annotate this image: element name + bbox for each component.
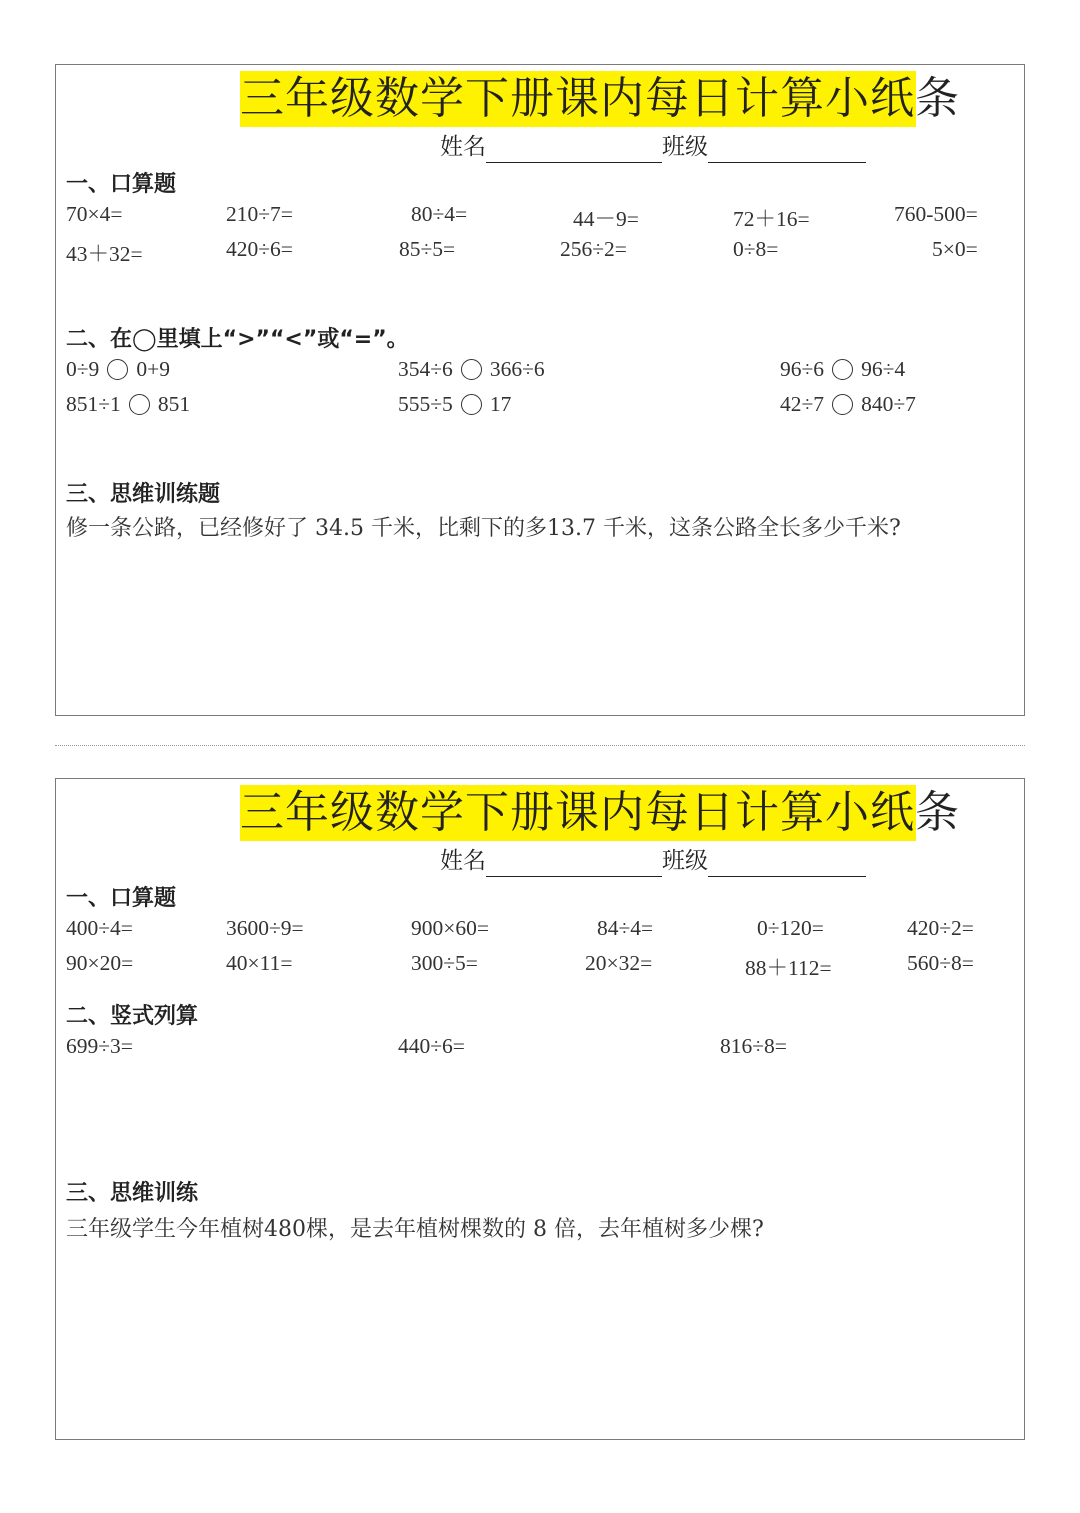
compare-item [780, 357, 905, 382]
worksheet-card-1 [55, 64, 1025, 716]
math-item: 40×11= [226, 951, 293, 975]
compare-right: 851 [157, 392, 191, 416]
answer-circle[interactable] [461, 394, 482, 415]
math-item: 43＋32= [66, 242, 143, 266]
compare-left: 42÷7 [780, 392, 825, 416]
answer-circle[interactable] [461, 359, 482, 380]
compare-right: 0+9 [136, 357, 170, 381]
compare-item [66, 357, 170, 382]
math-item: 400÷4= [66, 916, 133, 940]
compare-item [66, 392, 190, 417]
word-problem: 三年级学生今年植树480棵，是去年植树棵数的 8 倍，去年植树多少棵? [66, 1217, 764, 1242]
math-item: 0÷120= [757, 916, 824, 940]
compare-row-2 [56, 392, 1024, 422]
math-item: 900×60= [411, 916, 490, 940]
section-heading-compare: 二、在◯里填上“>”“<”或“=”。 [66, 327, 409, 352]
worksheet-card-2 [55, 778, 1025, 1440]
vertical-calc-row [56, 1034, 1024, 1064]
math-item: 88＋112= [745, 956, 832, 980]
math-item: 70×4= [66, 202, 123, 226]
class-label: 班级 [662, 134, 708, 160]
calc-item: 440÷6= [398, 1034, 465, 1058]
section-heading-mental-math: 一、口算题 [66, 886, 177, 911]
calc-item: 699÷3= [66, 1034, 133, 1058]
compare-item [398, 392, 511, 417]
mental-math-row-1 [56, 202, 1024, 232]
answer-circle[interactable] [107, 359, 128, 380]
math-item: 420÷2= [907, 916, 974, 940]
name-label: 姓名 [440, 134, 486, 160]
math-item: 210÷7= [226, 202, 293, 226]
name-blank[interactable] [486, 136, 662, 163]
math-item: 90×20= [66, 951, 134, 975]
name-class-row [440, 131, 866, 163]
section-heading-thinking: 三、思维训练题 [66, 482, 221, 507]
answer-circle[interactable] [129, 394, 150, 415]
math-item: 85÷5= [399, 237, 456, 261]
math-item: 84÷4= [597, 916, 654, 940]
compare-left: 0÷9 [66, 357, 100, 381]
mental-math-row-1 [56, 916, 1024, 946]
word-problem: 修一条公路，已经修好了 34.5 千米，比剩下的多13.7 千米，这条公路全长多少千米? [66, 516, 901, 541]
math-item: 0÷8= [733, 237, 779, 261]
answer-circle[interactable] [832, 359, 853, 380]
compare-item [398, 357, 545, 382]
compare-left: 851÷1 [66, 392, 121, 416]
name-label: 姓名 [440, 848, 486, 874]
math-item: 420÷6= [226, 237, 293, 261]
compare-right: 840÷7 [861, 392, 916, 416]
compare-right: 96÷4 [861, 357, 906, 381]
mental-math-row-2 [56, 237, 1024, 267]
class-blank[interactable] [708, 136, 866, 163]
section-heading-vertical-calc: 二、竖式列算 [66, 1004, 199, 1029]
math-item: 560÷8= [907, 951, 974, 975]
math-item: 72＋16= [733, 207, 810, 231]
compare-item [780, 392, 916, 417]
section-heading-mental-math: 一、口算题 [66, 172, 177, 197]
worksheet-title: 三年级数学下册课内每日计算小纸条 [240, 785, 916, 841]
math-item: 20×32= [585, 951, 653, 975]
math-item: 80÷4= [411, 202, 468, 226]
math-item: 760-500= [894, 202, 978, 226]
compare-row-1 [56, 357, 1024, 387]
section-heading-thinking: 三、思维训练 [66, 1181, 199, 1206]
compare-left: 354÷6 [398, 357, 453, 381]
worksheet-title: 三年级数学下册课内每日计算小纸条 [240, 71, 916, 127]
compare-left: 96÷6 [780, 357, 825, 381]
math-item: 256÷2= [560, 237, 627, 261]
compare-right: 17 [489, 392, 512, 416]
math-item: 300÷5= [411, 951, 478, 975]
math-item: 5×0= [932, 237, 978, 261]
answer-circle[interactable] [832, 394, 853, 415]
class-label: 班级 [662, 848, 708, 874]
math-item: 44－9= [573, 207, 639, 231]
math-item: 3600÷9= [226, 916, 304, 940]
compare-right: 366÷6 [489, 357, 545, 381]
name-blank[interactable] [486, 850, 662, 877]
name-class-row [440, 845, 866, 877]
mental-math-row-2 [56, 951, 1024, 981]
calc-item: 816÷8= [720, 1034, 787, 1058]
compare-left: 555÷5 [398, 392, 453, 416]
class-blank[interactable] [708, 850, 866, 877]
cut-line-divider [55, 745, 1025, 746]
